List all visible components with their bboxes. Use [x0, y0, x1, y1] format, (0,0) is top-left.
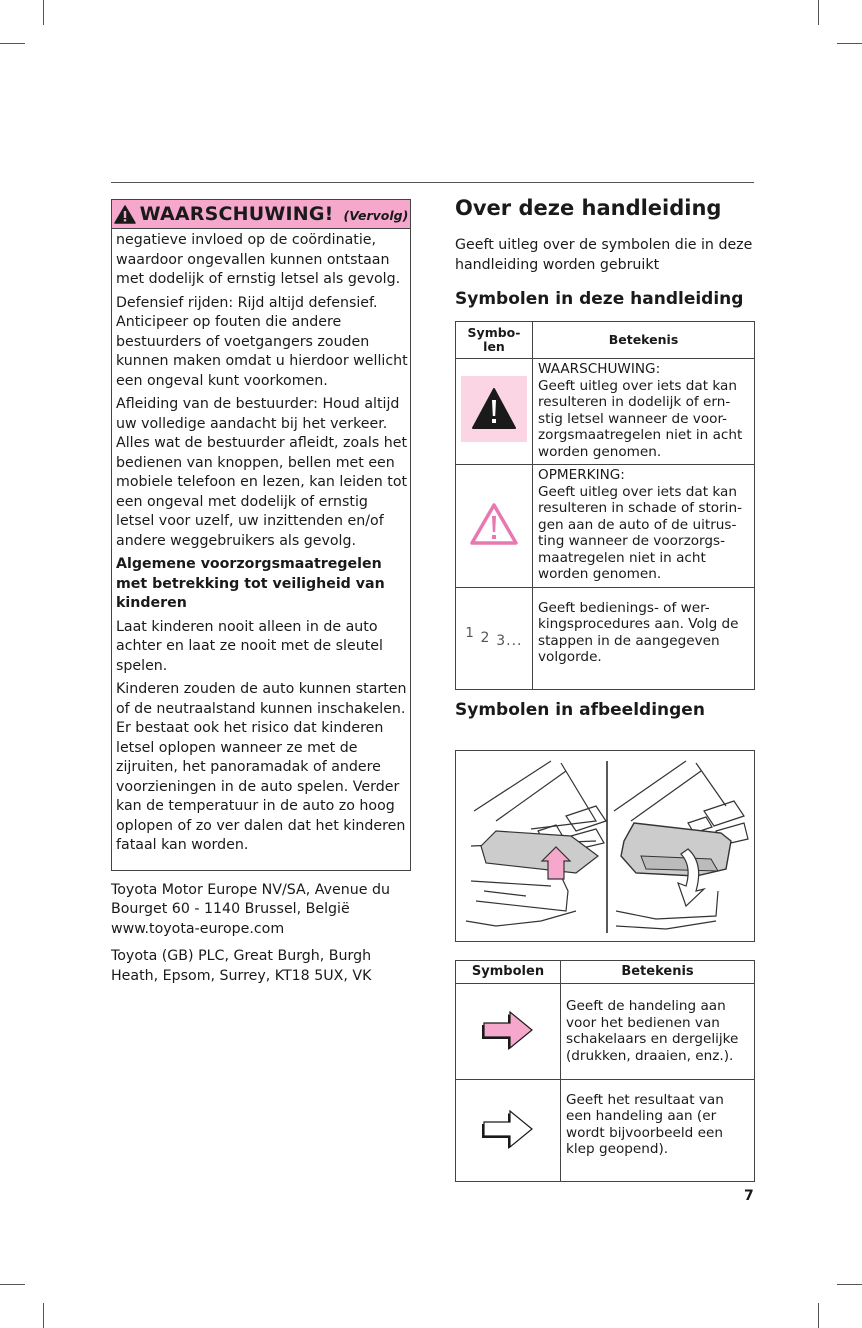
row-text: Geeft bedienings- of wer-kingsprocedures aan. Volg de stappen in de aangegeven volgorde. — [538, 599, 739, 665]
header-symbols: Symbolen — [456, 960, 561, 983]
row-label: OPMERKING: — [538, 467, 625, 483]
warning-box — [111, 199, 411, 871]
crop-mark — [43, 1303, 44, 1328]
right-column — [455, 194, 755, 1182]
table-header-row — [456, 322, 755, 359]
symbol-cell — [456, 465, 533, 588]
header-meaning: Betekenis — [533, 322, 755, 359]
notice-triangle-outline-icon — [468, 501, 520, 547]
warning-triangle-icon — [114, 205, 136, 224]
step-numbers-icon: 1 2 3... — [465, 625, 523, 649]
warning-paragraph: Defensief rijden: Rijd altijd defensief. Anticipeer op fouten die andere bestuurders of voetgangers zouden kunnen maken omdat u hierdoor wellicht een ongeval kunt voorkomen. — [116, 294, 408, 389]
table-row — [456, 1079, 755, 1181]
table-row — [456, 359, 755, 465]
warning-body — [112, 229, 410, 870]
crop-mark — [43, 0, 44, 25]
result-arrow-outline-icon — [480, 1105, 536, 1151]
table-row — [456, 587, 755, 689]
row-text: Geeft het resultaat van een handeling aan (er wordt bijvoorbeeld een klep geopend). — [566, 1091, 724, 1157]
warning-header — [112, 200, 410, 229]
manual-symbols-table — [455, 321, 755, 690]
symbol-cell — [456, 359, 533, 465]
row-label: WAARSCHUWING: — [538, 361, 661, 377]
header-rule — [111, 182, 754, 183]
page-number: 7 — [744, 1188, 754, 1204]
symbol-cell — [456, 1079, 561, 1181]
action-arrow-pink-icon — [480, 1008, 536, 1050]
table-row — [456, 983, 755, 1079]
section-title: Over deze handleiding — [455, 196, 722, 220]
warning-continued: (Vervolg) — [343, 208, 409, 223]
crop-mark — [818, 1303, 819, 1328]
row-text: Geeft de handeling aan voor het bedienen van schakelaars en dergelijke (drukken, draaien, enz.). — [566, 998, 739, 1064]
crop-mark — [0, 43, 25, 44]
crop-mark — [818, 0, 819, 25]
symbol-cell — [456, 587, 533, 689]
meaning-cell — [533, 359, 755, 465]
header-meaning: Betekenis — [561, 960, 755, 983]
warning-paragraph: Laat kinderen nooit alleen in de auto achter en laat ze nooit met de sleutel spelen. — [116, 618, 383, 674]
symbol-cell — [456, 983, 561, 1079]
header-symbols: Symbo-len — [456, 322, 533, 359]
meaning-cell — [533, 587, 755, 689]
crop-mark — [837, 43, 862, 44]
warning-subheading: Algemene voorzorgsmaatregelen met betrekking tot veiligheid van kinderen — [116, 556, 385, 611]
warning-paragraph: negatieve invloed op de coördinatie, waardoor ongevallen kunnen ontstaan met dodelijk of ernstig letsel als gevolg. — [116, 232, 401, 287]
address-gb: Toyota (GB) PLC, Great Burgh, Burgh Heath, Epsom, Surrey, KT18 5UX, VK — [111, 948, 372, 984]
subheading-manual-symbols: Symbolen in deze handleiding — [455, 289, 744, 309]
section-intro: Geeft uitleg over de symbolen die in deze handleiding worden gebruikt — [455, 237, 753, 273]
console-illustration — [456, 751, 754, 941]
row-text: Geeft uitleg over iets dat kan resulteren in schade of storin-gen aan de auto of de uitrus-ting wanneer de voorzorgs-maatregelen niet in acht worden genomen. — [538, 483, 742, 582]
warning-paragraph: Kinderen zouden de auto kunnen starten of de neutraalstand kunnen inschakelen. Er bestaat ook het risico dat kinderen letsel oplopen wanneer ze met de zijruiten, het panoramadak of andere voorzieningen in de auto spelen. Verder kan de temperatuur in de auto zo hoog oplopen of zo ver dalen dat het kinderen fataal kan worden. — [116, 681, 407, 853]
address-block — [111, 881, 411, 987]
meaning-cell — [561, 983, 755, 1079]
illustration-symbols-table — [455, 960, 755, 1182]
warning-triangle-filled-icon — [461, 376, 527, 442]
left-column — [111, 199, 411, 994]
crop-mark — [0, 1284, 25, 1285]
warning-title: WAARSCHUWING! — [139, 203, 334, 225]
meaning-cell — [533, 465, 755, 588]
row-text: Geeft uitleg over iets dat kan resulteren in dodelijk of ern-stig letsel wanneer de voor-zorgsmaatregelen niet in acht worden genomen. — [538, 377, 743, 460]
illustration-figure — [455, 750, 755, 942]
subheading-illustration-symbols: Symbolen in afbeeldingen — [455, 699, 705, 720]
table-row — [456, 465, 755, 588]
meaning-cell — [561, 1079, 755, 1181]
address-europe: Toyota Motor Europe NV/SA, Avenue du Bourget 60 - 1140 Brussel, België www.toyota-europe.com — [111, 881, 390, 937]
warning-paragraph: Afleiding van de bestuurder: Houd altijd uw volledige aandacht bij het verkeer. Alles wat de bestuurder afleidt, zoals het bedienen van knoppen, bellen met een mobiele telefoon en lezen, kan leiden tot een ongeval met dodelijk of ernstig letsel voor uzelf, uw inzittenden en/of andere weggebruikers als gevolg. — [116, 396, 408, 549]
crop-mark — [837, 1284, 862, 1285]
table-header-row — [456, 960, 755, 983]
